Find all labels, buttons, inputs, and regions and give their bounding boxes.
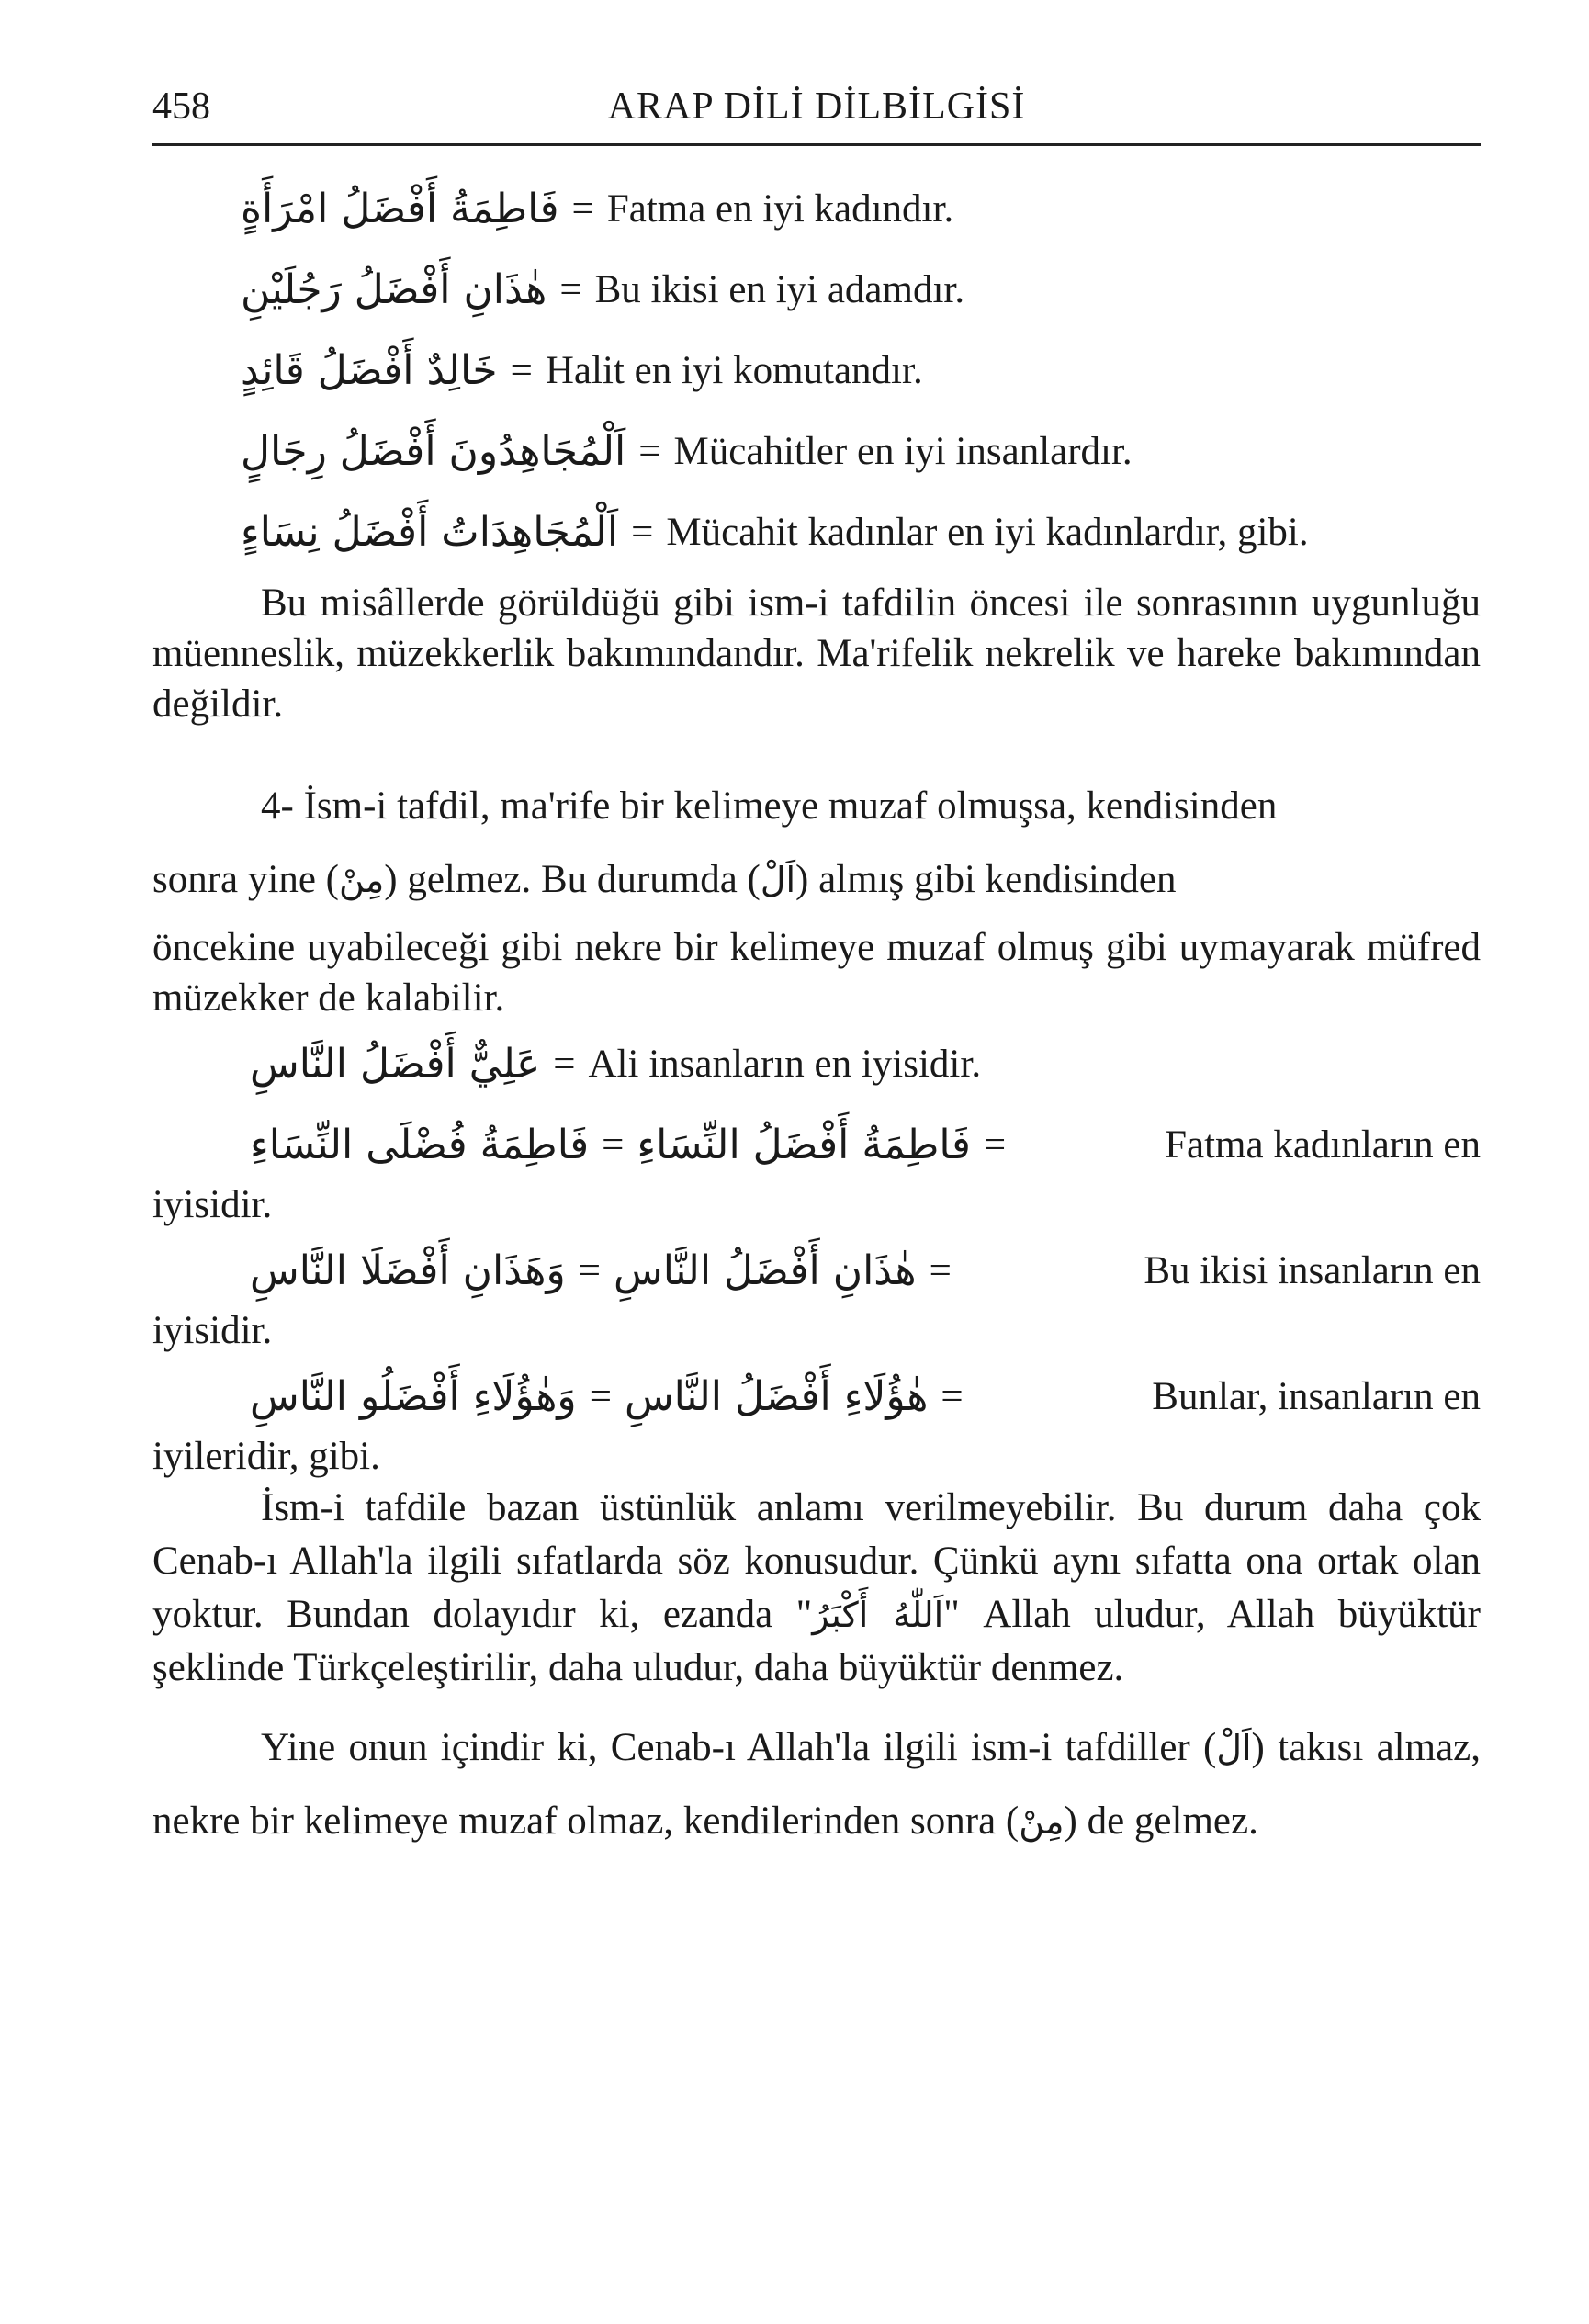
arabic-example: هٰذَانِ أَفْضَلُ رَجُلَيْنِ: [241, 265, 547, 313]
equals-sign: =: [589, 1374, 612, 1418]
equals-sign: =: [510, 348, 533, 392]
arabic-example: خَالِدٌ أَفْضَلُ قَائِدٍ: [241, 346, 498, 394]
paragraph-rule-4: [152, 770, 1481, 917]
page-content: [152, 168, 1481, 1858]
rule-4-text: sonra yine (: [152, 858, 339, 901]
arabic-example: عَلِيٌّ أَفْضَلُ النَّاسِ: [250, 1040, 541, 1088]
arabic-example-b: هٰذَانِ أَفْضَلُ النَّاسِ: [614, 1247, 917, 1294]
turkish-translation: Mücahit kadınlar en iyi kadınlardır, gibi.: [666, 510, 1309, 554]
equals-sign: =: [553, 1042, 576, 1086]
equals-sign: =: [929, 1248, 952, 1292]
example-line: [152, 1230, 1481, 1311]
example-line: [152, 491, 1481, 572]
arabic-example-b: فَاطِمَةُ أَفْضَلُ النِّسَاءِ: [637, 1121, 971, 1168]
equals-sign: =: [578, 1248, 602, 1292]
rule-4-text: ) gelmez. Bu durumda (: [384, 858, 761, 901]
page-number: 458: [152, 85, 210, 128]
paragraph-text: " Allah uludur, Allah büyüktür şeklinde Türkçeleştirilir, daha uludur, daha büyüktür denmez.: [152, 1593, 1481, 1689]
arabic-min: مِنْ: [1019, 1801, 1065, 1842]
turkish-translation: Mücahitler en iyi insanlardır.: [673, 429, 1133, 473]
paragraph-text: ) de gelmez.: [1064, 1799, 1258, 1843]
example-line: [152, 249, 1481, 330]
arabic-allahu-akbar: اَللّٰهُ أَكْبَرُ: [812, 1595, 944, 1635]
example-line: [152, 1023, 1481, 1104]
equals-sign: =: [559, 267, 582, 311]
paragraph-rule-4-rest: öncekine uyabileceği gibi nekre bir kelimeye muzaf olmuş gibi uymayarak müfred müzekker de kalabilir.: [152, 926, 1481, 1020]
translation-continuation: iyileridir, gibi.: [152, 1435, 380, 1478]
equals-sign: =: [602, 1123, 625, 1167]
equals-sign: =: [983, 1123, 1007, 1167]
example-line: [152, 168, 1481, 249]
equals-sign: =: [571, 186, 594, 231]
equals-sign: =: [631, 510, 654, 554]
paragraph-allah-tafdil: [152, 1711, 1481, 1858]
arabic-al: اَلْ: [1216, 1728, 1252, 1768]
example-line: [152, 1356, 1481, 1437]
paragraph-text: ) takısı almaz, nekre bir kelimeye muzaf olmaz, kendilerinden sonra (: [152, 1726, 1481, 1843]
arabic-example-a: وَهَذَانِ أَفْضَلَا النَّاسِ: [250, 1247, 566, 1294]
examples-group-a: [152, 168, 1481, 572]
rule-4-text: ) almış gibi kendisinden: [795, 858, 1177, 901]
example-arabic-pair: [250, 1120, 1019, 1170]
paragraph-text: Yine onun içindir ki, Cenab-ı Allah'la ilgili ism-i tafdiller (: [261, 1726, 1217, 1769]
example-arabic-pair: [250, 1371, 976, 1422]
rule-4-line-1: 4- İsm-i tafdil, ma'rife bir kelimeye muzaf olmuşsa, kendisinden: [261, 784, 1278, 828]
example-line: [152, 1104, 1481, 1185]
example-arabic-pair: [250, 1246, 964, 1296]
paragraph-allah-attributes: [152, 1482, 1481, 1695]
translation-continuation: iyisidir.: [152, 1309, 273, 1352]
arabic-min: مِنْ: [339, 860, 385, 900]
equals-sign: =: [941, 1374, 964, 1418]
turkish-translation: Halit en iyi komutandır.: [545, 348, 923, 392]
turkish-translation: Ali insanların en iyisidir.: [588, 1042, 982, 1086]
running-title: ARAP DİLİ DİLBİLGİSİ: [607, 85, 1026, 128]
arabic-example: اَلْمُجَاهِدُونَ أَفْضَلُ رِجَالٍ: [241, 427, 626, 475]
turkish-translation: Fatma en iyi kadındır.: [606, 186, 954, 231]
turkish-translation: Bu ikisi en iyi adamdır.: [594, 267, 965, 311]
arabic-example-a: وَهٰؤُلَاءِ أَفْضَلُو النَّاسِ: [250, 1372, 577, 1420]
example-line: [152, 411, 1481, 491]
arabic-example: فَاطِمَةُ أَفْضَلُ امْرَأَةٍ: [241, 185, 559, 232]
arabic-example-a: فَاطِمَةُ فُضْلَى النِّسَاءِ: [250, 1121, 590, 1168]
example-line: [152, 330, 1481, 411]
turkish-translation: Bu ikisi insanların en: [1144, 1248, 1481, 1292]
examples-group-b: [152, 1104, 1481, 1482]
paragraph-text: İsm-i tafdile bazan üstünlük anlamı verilmeyebilir. Bu durum daha çok Cenab-ı Allah'la ilgili sıfatlarda söz konusudur. Çünkü aynı sıfatta ona ortak olan yoktur. Bundan dolayıdır ki, ezanda ": [152, 1486, 1481, 1636]
translation-continuation: iyisidir.: [152, 1183, 273, 1226]
arabic-al: اَلْ: [760, 860, 796, 900]
equals-sign: =: [638, 429, 661, 473]
page-header: [152, 85, 1481, 146]
arabic-example-b: هٰؤُلَاءِ أَفْضَلُ النَّاسِ: [624, 1372, 929, 1420]
turkish-translation: Bunlar, insanların en: [1152, 1374, 1481, 1418]
paragraph-agreement: Bu misâllerde görüldüğü gibi ism-i tafdilin öncesi ile sonrasının uygunluğu müenneslik, müzekkerlik bakımındandır. Ma'rifelik nekrelik ve hareke bakımından değildir.: [152, 581, 1481, 726]
arabic-example: اَلْمُجَاهِدَاتُ أَفْضَلُ نِسَاءٍ: [241, 508, 619, 556]
turkish-translation: Fatma kadınların en: [1165, 1123, 1481, 1167]
